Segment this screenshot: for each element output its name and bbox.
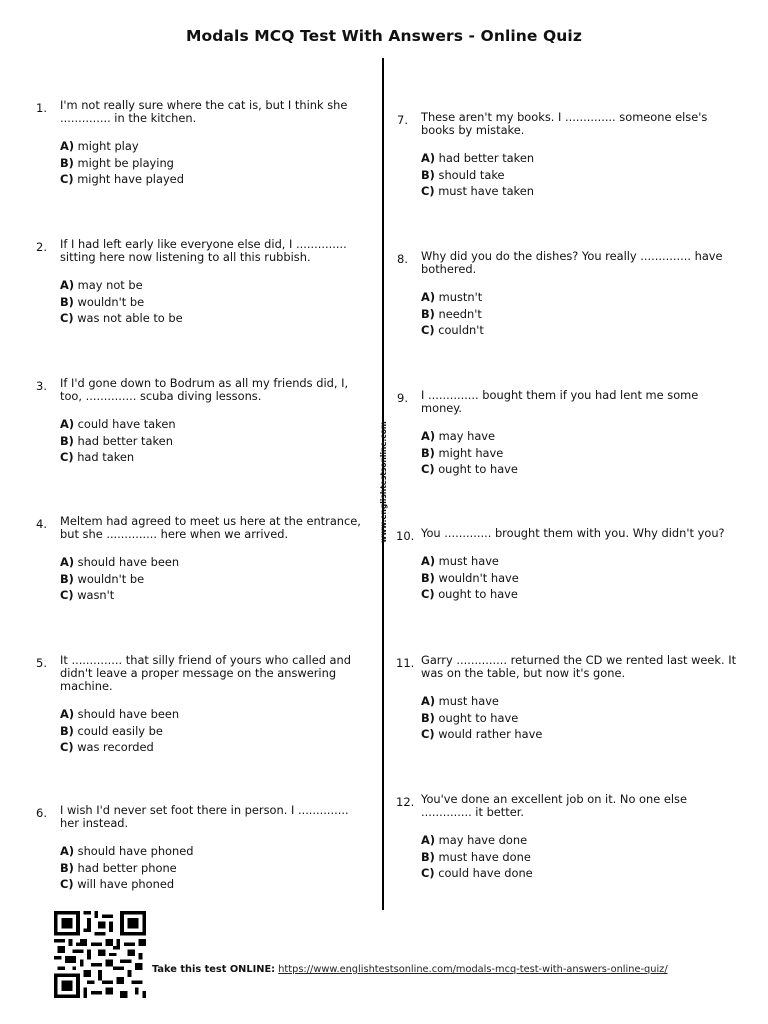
option-list bbox=[421, 693, 739, 743]
option-letter: B) bbox=[421, 710, 435, 725]
option-a[interactable] bbox=[421, 553, 751, 570]
option-b[interactable] bbox=[60, 723, 365, 740]
question-4 bbox=[36, 514, 365, 604]
option-letter: A) bbox=[421, 833, 436, 847]
quiz-link[interactable]: https://www.englishtestsonline.com/modals-mcq-test-with-answers-online-quiz/ bbox=[278, 964, 668, 975]
question-number: 1. bbox=[36, 101, 47, 115]
question-number: 10. bbox=[396, 529, 415, 543]
option-letter: B) bbox=[421, 570, 435, 585]
option-text: should take bbox=[438, 167, 505, 182]
option-text: may have done bbox=[438, 833, 528, 847]
option-letter: B) bbox=[421, 849, 435, 864]
option-text: must have bbox=[438, 554, 499, 568]
question-9 bbox=[397, 388, 726, 478]
option-list bbox=[421, 553, 751, 603]
option-text: mustn't bbox=[438, 290, 483, 304]
question-number: 7. bbox=[397, 113, 408, 127]
option-text: had taken bbox=[77, 450, 135, 464]
option-text: must have bbox=[438, 694, 499, 708]
question-7 bbox=[397, 110, 726, 200]
option-letter: A) bbox=[421, 554, 436, 568]
option-text: could easily be bbox=[77, 723, 163, 738]
option-b[interactable] bbox=[60, 433, 365, 450]
option-text: should have phoned bbox=[77, 844, 194, 858]
option-letter: A) bbox=[421, 290, 436, 304]
option-text: will have phoned bbox=[77, 877, 175, 891]
option-letter: C) bbox=[421, 323, 435, 337]
option-list bbox=[421, 428, 726, 478]
option-b[interactable] bbox=[60, 571, 365, 588]
option-text: wouldn't be bbox=[77, 571, 145, 586]
option-b[interactable] bbox=[60, 860, 365, 877]
option-b[interactable] bbox=[421, 445, 726, 462]
question-2 bbox=[36, 237, 365, 327]
option-text: couldn't bbox=[438, 323, 484, 337]
question-3 bbox=[36, 376, 365, 466]
option-letter: A) bbox=[60, 278, 75, 292]
question-number: 6. bbox=[36, 806, 47, 820]
option-letter: A) bbox=[421, 151, 436, 165]
option-letter: A) bbox=[60, 417, 75, 431]
site-watermark: www.englishtestsonline.com bbox=[379, 421, 388, 543]
option-a[interactable] bbox=[421, 150, 726, 167]
question-number: 2. bbox=[36, 240, 47, 254]
option-text: should have been bbox=[77, 707, 180, 721]
question-10 bbox=[396, 526, 751, 603]
question-text: I wish I'd never set foot there in person. I .............. her instead. bbox=[60, 803, 349, 830]
option-a[interactable] bbox=[60, 416, 365, 433]
option-a[interactable] bbox=[60, 138, 365, 155]
page-title: Modals MCQ Test With Answers - Online Quiz bbox=[186, 27, 582, 45]
option-b[interactable] bbox=[421, 570, 751, 587]
option-text: ought to have bbox=[438, 710, 519, 725]
option-text: could have taken bbox=[77, 417, 176, 431]
qr-code-icon[interactable] bbox=[54, 911, 146, 998]
option-text: might have played bbox=[77, 172, 184, 186]
question-text: Why did you do the dishes? You really .............. have bothered. bbox=[421, 249, 723, 276]
option-list bbox=[60, 843, 365, 893]
option-letter: B) bbox=[60, 294, 74, 309]
option-letter: B) bbox=[60, 571, 74, 586]
option-letter: A) bbox=[421, 429, 436, 443]
option-letter: A) bbox=[60, 555, 75, 569]
option-text: had better taken bbox=[77, 433, 173, 448]
option-c[interactable] bbox=[60, 449, 365, 466]
option-b[interactable] bbox=[421, 710, 739, 727]
option-list bbox=[60, 706, 365, 756]
option-letter: C) bbox=[60, 311, 74, 325]
option-list bbox=[60, 416, 365, 466]
option-letter: B) bbox=[60, 155, 74, 170]
question-text: I'm not really sure where the cat is, but I think she .............. in the kitchen. bbox=[60, 98, 348, 125]
option-list bbox=[421, 832, 726, 882]
option-text: may not be bbox=[77, 278, 143, 292]
question-number: 8. bbox=[397, 252, 408, 266]
option-list bbox=[60, 554, 365, 604]
option-letter: C) bbox=[421, 184, 435, 198]
option-text: might be playing bbox=[77, 155, 174, 170]
option-text: was not able to be bbox=[77, 311, 183, 325]
option-letter: C) bbox=[60, 450, 74, 464]
option-a[interactable] bbox=[421, 832, 726, 849]
option-c[interactable] bbox=[421, 865, 726, 882]
option-letter: C) bbox=[60, 172, 74, 186]
option-text: needn't bbox=[438, 306, 482, 321]
question-text: You've done an excellent job on it. No one else .............. it better. bbox=[421, 792, 687, 819]
option-c[interactable] bbox=[60, 171, 365, 188]
option-text: wouldn't have bbox=[438, 570, 519, 585]
option-text: had better taken bbox=[438, 151, 535, 165]
question-text: I .............. bought them if you had lent me some money. bbox=[421, 388, 699, 415]
option-text: wouldn't be bbox=[77, 294, 145, 309]
option-a[interactable] bbox=[421, 289, 726, 306]
option-a[interactable] bbox=[60, 554, 365, 571]
option-letter: B) bbox=[421, 167, 435, 182]
question-number: 4. bbox=[36, 517, 47, 531]
option-c[interactable] bbox=[421, 183, 726, 200]
option-text: must have taken bbox=[438, 184, 534, 198]
option-a[interactable] bbox=[60, 843, 365, 860]
option-letter: B) bbox=[60, 723, 74, 738]
question-text: Garry .............. returned the CD we rented last week. It was on the table, but now it's gone. bbox=[421, 653, 737, 680]
option-letter: C) bbox=[60, 877, 74, 891]
option-b[interactable] bbox=[421, 306, 726, 323]
option-c[interactable] bbox=[421, 461, 726, 478]
question-text: You ............. brought them with you. Why didn't you? bbox=[421, 526, 725, 540]
question-number: 3. bbox=[36, 379, 47, 393]
option-letter: B) bbox=[60, 433, 74, 448]
option-letter: A) bbox=[60, 707, 75, 721]
option-letter: A) bbox=[60, 844, 75, 858]
option-b[interactable] bbox=[60, 155, 365, 172]
option-c[interactable] bbox=[421, 322, 726, 339]
option-text: was recorded bbox=[77, 740, 154, 754]
option-letter: A) bbox=[421, 694, 436, 708]
question-number: 9. bbox=[397, 391, 408, 405]
option-letter: C) bbox=[421, 866, 435, 880]
question-text: If I'd gone down to Bodrum as all my friends did, I, too, .............. scuba diving lessons. bbox=[60, 376, 349, 403]
question-text: Meltem had agreed to meet us here at the entrance, but she .............. here when we arrived. bbox=[60, 514, 361, 541]
option-text: had better phone bbox=[77, 860, 177, 875]
option-text: would rather have bbox=[438, 727, 543, 741]
option-c[interactable] bbox=[60, 876, 365, 893]
option-b[interactable] bbox=[421, 849, 726, 866]
option-text: might have bbox=[438, 445, 504, 460]
option-b[interactable] bbox=[421, 167, 726, 184]
option-list bbox=[60, 138, 365, 188]
option-list bbox=[60, 277, 365, 327]
option-a[interactable] bbox=[421, 693, 739, 710]
question-number: 11. bbox=[396, 656, 415, 670]
option-c[interactable] bbox=[60, 739, 365, 756]
option-c[interactable] bbox=[60, 310, 365, 327]
option-letter: B) bbox=[421, 306, 435, 321]
option-text: must have done bbox=[438, 849, 531, 864]
option-text: ought to have bbox=[438, 462, 518, 476]
option-text: may have bbox=[438, 429, 496, 443]
option-b[interactable] bbox=[60, 294, 365, 311]
option-c[interactable] bbox=[421, 726, 739, 743]
question-6 bbox=[36, 803, 365, 893]
option-letter: C) bbox=[60, 588, 74, 602]
option-letter: A) bbox=[60, 139, 75, 153]
footer bbox=[152, 964, 712, 976]
option-c[interactable] bbox=[421, 586, 751, 603]
question-8 bbox=[397, 249, 726, 339]
option-text: might play bbox=[77, 139, 139, 153]
option-letter: C) bbox=[421, 462, 435, 476]
question-number: 5. bbox=[36, 656, 47, 670]
question-12 bbox=[396, 792, 726, 882]
option-text: ought to have bbox=[438, 587, 518, 601]
option-text: could have done bbox=[438, 866, 533, 880]
question-11 bbox=[396, 653, 739, 743]
question-5 bbox=[36, 653, 365, 756]
question-number: 12. bbox=[396, 795, 415, 809]
option-letter: C) bbox=[421, 587, 435, 601]
question-1 bbox=[36, 98, 365, 188]
option-c[interactable] bbox=[60, 587, 365, 604]
option-text: should have been bbox=[77, 555, 180, 569]
option-letter: B) bbox=[60, 860, 74, 875]
option-letter: C) bbox=[60, 740, 74, 754]
option-letter: C) bbox=[421, 727, 435, 741]
option-letter: B) bbox=[421, 445, 435, 460]
question-text: If I had left early like everyone else did, I .............. sitting here now listening to all this rubbish. bbox=[60, 237, 347, 264]
option-text: wasn't bbox=[77, 588, 115, 602]
option-list bbox=[421, 150, 726, 200]
option-a[interactable] bbox=[421, 428, 726, 445]
option-a[interactable] bbox=[60, 706, 365, 723]
option-list bbox=[421, 289, 726, 339]
question-text: It .............. that silly friend of yours who called and didn't leave a proper message on the answering machine. bbox=[60, 653, 351, 693]
option-a[interactable] bbox=[60, 277, 365, 294]
question-text: These aren't my books. I .............. someone else's books by mistake. bbox=[421, 110, 708, 137]
footer-label: Take this test ONLINE: bbox=[152, 964, 276, 975]
